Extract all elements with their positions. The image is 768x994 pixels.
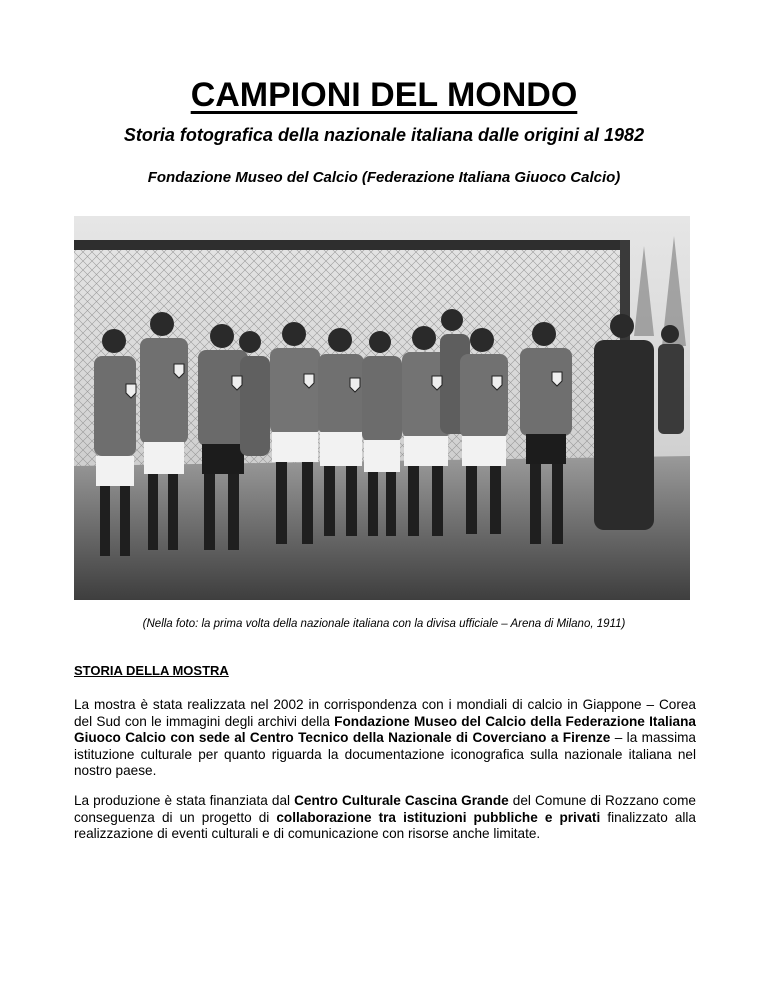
- section-heading: STORIA DELLA MOSTRA: [74, 663, 229, 678]
- team-photo: [74, 216, 690, 600]
- paragraph-text: La produzione è stata finanziata dal: [74, 793, 295, 808]
- paragraph-bold-text: Fondazione Museo del Calcio della Federazione Italiana Giuoco Calcio con sede al Centro Tecnico della Nazionale di Coverciano a Firenze: [74, 713, 696, 746]
- paragraph-text: – la massima istituzione culturale per quanto riguarda la documentazione iconografica sulla nazionale italiana nel nostro paese.: [74, 730, 696, 779]
- photo-caption: (Nella foto: la prima volta della nazionale italiana con la divisa ufficiale – Arena di Milano, 1911): [142, 618, 626, 630]
- paragraph-text: finalizzato alla realizzazione di eventi culturali e di comunicazione con risorse anche limitate.: [74, 809, 696, 842]
- paragraph-bold-text: Centro Culturale Cascina Grande: [294, 793, 509, 808]
- document-title: CAMPIONI DEL MONDO: [190, 76, 578, 114]
- paragraph-history: [74, 697, 696, 780]
- document-subtitle: Storia fotografica della nazionale italiana dalle origini al 1982: [123, 125, 645, 145]
- team-photo-illustration: [74, 216, 690, 600]
- paragraph-bold-text: collaborazione tra istituzioni pubbliche e privati: [276, 809, 601, 825]
- paragraph-text: La mostra è stata realizzata nel 2002 in corrispondenza con i mondiali di calcio in Giappone – Corea del Sud con le immagini degli archivi della: [74, 697, 696, 729]
- paragraph-text: del Comune di Rozzano come conseguenza di un progetto di: [74, 793, 696, 825]
- organization-line: Fondazione Museo del Calcio (Federazione Italiana Giuoco Calcio): [147, 169, 621, 186]
- paragraph-production: [74, 793, 696, 843]
